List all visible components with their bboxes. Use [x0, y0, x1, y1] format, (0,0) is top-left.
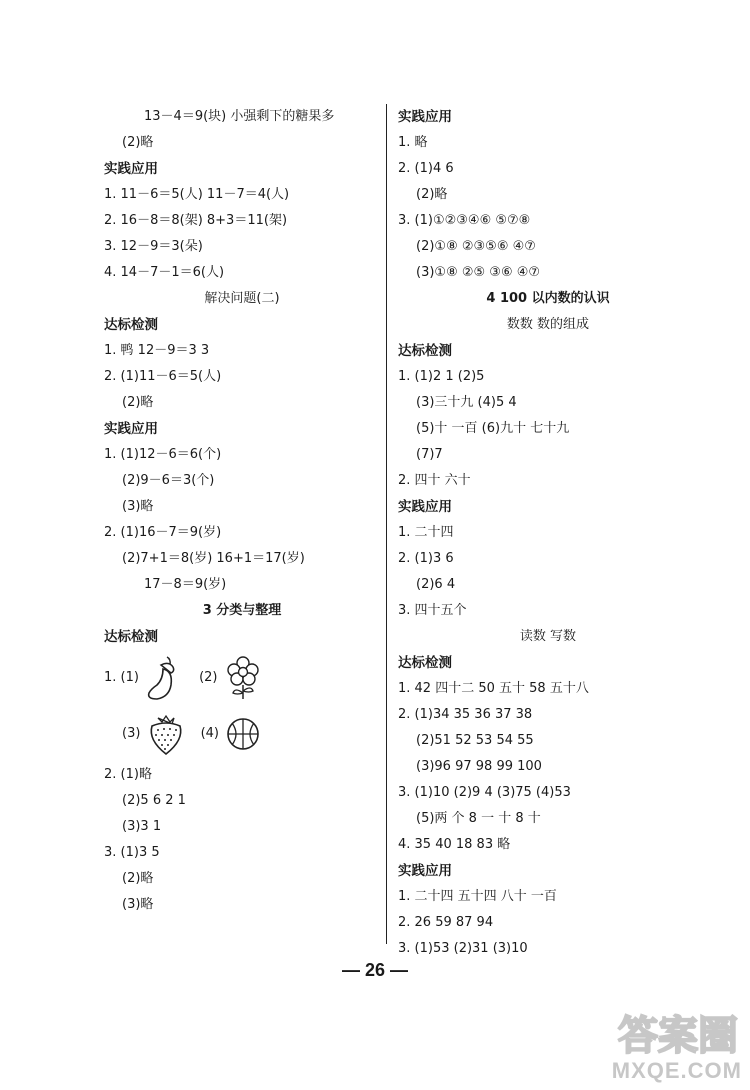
answer-line: (2)略 [122, 135, 154, 150]
picture-item [201, 706, 261, 762]
answer-line: 3. (1)3 5 [104, 845, 160, 860]
answer-line: (7)7 [416, 447, 443, 462]
section-heading-check: 达标检测 [104, 317, 158, 333]
answer-line: 1. (1)2 1 (2)5 [398, 369, 485, 384]
answer-line: 3. (1)53 (2)31 (3)10 [398, 941, 528, 956]
answer-line: 2. (1)11－6＝5(人) [104, 369, 222, 384]
section-heading-check: 达标检测 [398, 343, 452, 359]
answer-line: 2. (1)4 6 [398, 161, 454, 176]
answer-line: 3. 12－9＝3(朵) [104, 239, 203, 254]
section-title: 数数 数的组成 [506, 317, 590, 332]
left-column [104, 104, 380, 918]
watermark-logo: 答案圈 [618, 1013, 738, 1059]
answer-line: (2)5 6 2 1 [122, 793, 186, 808]
answer-line: 1. 二十四 五十四 八十 一百 [398, 889, 557, 904]
answer-line: (2)①⑧ ②③⑤⑥ ④⑦ [416, 239, 536, 254]
basketball-icon [225, 716, 261, 752]
page-number: — 26 — [341, 960, 409, 980]
section-heading-check: 达标检测 [104, 629, 158, 645]
picture-item [199, 650, 261, 706]
answer-line: 2. (1)16－7＝9(岁) [104, 525, 222, 540]
answer-line: (2)9－6＝3(个) [122, 473, 215, 488]
section-heading-practice: 实践应用 [398, 109, 452, 125]
answer-line: 4. 14－7－1＝6(人) [104, 265, 225, 280]
right-column [398, 104, 698, 962]
answer-line: 2. 四十 六十 [398, 473, 471, 488]
flower-icon [224, 655, 262, 701]
picture-row [104, 706, 380, 762]
answer-line: (5)两 个 8 一 十 8 十 [416, 811, 541, 826]
answer-line: (2)51 52 53 54 55 [416, 733, 534, 748]
answer-line: (2)略 [416, 187, 448, 202]
answer-line: (2)6 4 [416, 577, 456, 592]
answer-line: 3. 四十五个 [398, 603, 467, 618]
answer-line: (2)略 [122, 395, 154, 410]
answer-line: (3)3 1 [122, 819, 162, 834]
picture-label: 1. (1) [104, 670, 139, 685]
picture-item [122, 706, 186, 762]
answer-line: 17－8＝9(岁) [144, 577, 227, 592]
picture-label: (3) [122, 726, 141, 741]
answer-line: (3)略 [122, 499, 154, 514]
answer-line: 3. (1)10 (2)9 4 (3)75 (4)53 [398, 785, 571, 800]
section-title: 读数 写数 [519, 629, 577, 644]
picture-row [104, 650, 380, 706]
answer-line: 1. 42 四十二 50 五十 58 五十八 [398, 681, 589, 696]
answer-line: (2)7+1＝8(岁) 16+1＝17(岁) [122, 551, 305, 566]
answer-line: 3. (1)①②③④⑥ ⑤⑦⑧ [398, 213, 531, 228]
answer-line: 4. 35 40 18 83 略 [398, 837, 511, 852]
answer-line: (3)三十九 (4)5 4 [416, 395, 517, 410]
answer-line: (3)略 [122, 897, 154, 912]
section-heading-practice: 实践应用 [398, 863, 452, 879]
section-heading-practice: 实践应用 [104, 421, 158, 437]
picture-item [104, 650, 181, 706]
picture-label: (4) [200, 726, 219, 741]
section-title: 解决问题(二) [204, 291, 280, 306]
answer-line: 2. 26 59 87 94 [398, 915, 494, 930]
answer-line: 2. (1)3 6 [398, 551, 454, 566]
chapter-title: 4 100 以内数的认识 [486, 291, 610, 306]
answer-line: 2. 16－8＝8(架) 8+3＝11(架) [104, 213, 288, 228]
watermark-text: MXQE.COM [611, 1058, 742, 1083]
chapter-title: 3 分类与整理 [202, 603, 282, 618]
answer-line: 1. 鸭 12－9＝3 3 [104, 343, 210, 358]
answer-line: 1. (1)12－6＝6(个) [104, 447, 222, 462]
answer-line: 2. (1)略 [104, 767, 152, 782]
section-heading-practice: 实践应用 [104, 161, 158, 177]
answer-line: 2. (1)34 35 36 37 38 [398, 707, 533, 722]
answer-line: (3)96 97 98 99 100 [416, 759, 542, 774]
strawberry-icon [146, 712, 186, 756]
watermark [572, 1004, 742, 1084]
answer-line: 13－4＝9(块) 小强剩下的糖果多 [144, 109, 335, 124]
answer-line: 1. 11－6＝5(人) 11－7＝4(人) [104, 187, 290, 202]
section-heading-practice: 实践应用 [398, 499, 452, 515]
answer-line: (2)略 [122, 871, 154, 886]
answer-line: 1. 二十四 [398, 525, 454, 540]
answer-line: (3)①⑧ ②⑤ ③⑥ ④⑦ [416, 265, 541, 280]
eggplant-icon [145, 653, 181, 703]
answer-line: 1. 略 [398, 135, 428, 150]
column-divider [386, 104, 387, 944]
section-heading-check: 达标检测 [398, 655, 452, 671]
answer-line: (5)十 一百 (6)九十 七十九 [416, 421, 570, 436]
picture-label: (2) [199, 670, 218, 685]
